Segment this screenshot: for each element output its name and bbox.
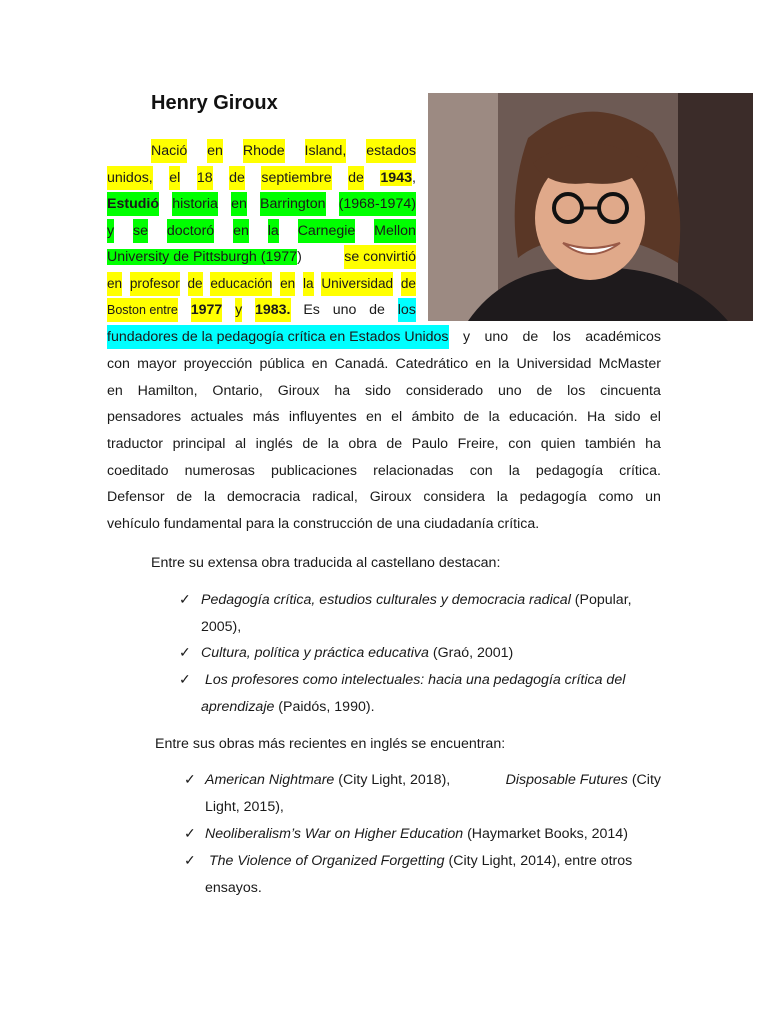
- work-publisher: (Graó, 2001): [428, 645, 514, 661]
- bio-word: la: [204, 489, 216, 505]
- bio-word: inglés: [255, 436, 293, 452]
- bio-word: considerado: [405, 383, 484, 399]
- bio-word: McMaster: [598, 356, 661, 372]
- bio-word: pública: [259, 356, 305, 372]
- bio-word: de: [302, 436, 319, 452]
- bio-word: pedagogía: [535, 463, 603, 479]
- bio-word: Carnegie: [298, 219, 356, 243]
- bio-word: uno: [498, 383, 522, 399]
- checkmark-icon: ✓: [179, 644, 191, 660]
- bio-word: ): [297, 249, 302, 265]
- bio-word: como: [598, 489, 634, 505]
- year-start: 1977: [191, 298, 223, 322]
- spanish-work-1: [201, 588, 632, 612]
- bio-word: ,: [411, 170, 416, 186]
- bio-word: Universidad: [516, 356, 592, 372]
- bio-word: influyentes: [288, 409, 357, 425]
- work-publisher: (City Light, 2014), entre otros: [444, 853, 633, 869]
- bio-word: quien: [540, 436, 576, 452]
- work-title: The Violence of Organized Forgetting: [209, 853, 445, 869]
- bio-word: numerosas: [184, 463, 255, 479]
- bio-word: en: [311, 356, 328, 372]
- bio-word: (1968-1974): [339, 192, 416, 216]
- bio-line-4: [107, 219, 416, 243]
- checkmark-icon: ✓: [184, 825, 196, 841]
- bio-word: y: [107, 219, 114, 243]
- bio-word: Island,: [305, 139, 347, 163]
- bio-word: la: [327, 436, 339, 452]
- bio-phrase: fundadores de la pedagogía crítica en Estados Unidos: [107, 325, 449, 349]
- bio-word: publicaciones: [271, 463, 357, 479]
- bio-word: el: [169, 166, 180, 190]
- bio-word: estados: [366, 139, 416, 163]
- bio-word: en: [475, 356, 492, 372]
- bio-word: de: [536, 383, 553, 399]
- bio-line-5: [107, 245, 416, 269]
- bio-word: ámbito: [411, 409, 455, 425]
- bio-word: considera: [423, 489, 485, 505]
- bio-word: en: [366, 409, 382, 425]
- bio-word: crítica.: [619, 463, 661, 479]
- checkmark-icon: ✓: [179, 671, 191, 687]
- portrait-illustration: [428, 93, 753, 321]
- spanish-work-3: [205, 668, 660, 692]
- bio-word: Mellon: [374, 219, 416, 243]
- bio-line-12: [107, 432, 661, 456]
- portrait-photo: [428, 93, 753, 321]
- work-title: Disposable Futures: [505, 772, 628, 788]
- english-work-3-cont: ensayos.: [205, 880, 262, 896]
- work-publisher: (City Light, 2018),: [334, 772, 451, 788]
- bio-line-6: [107, 272, 416, 296]
- bio-word: Paulo: [411, 436, 449, 452]
- bio-word: de: [463, 409, 480, 425]
- bio-word: Canadá.: [334, 356, 389, 372]
- bio-word: y: [235, 298, 242, 322]
- year-end: 1983.: [255, 298, 291, 322]
- spanish-works-intro: Entre su extensa obra traducida al castellano destacan:: [151, 555, 501, 571]
- work-title: American Nightmare: [205, 772, 335, 788]
- bio-word: cincuenta: [600, 383, 661, 399]
- bio-line-3: [107, 192, 416, 216]
- bio-word: al: [235, 436, 247, 452]
- bio-word: Ontario,: [212, 383, 263, 399]
- bio-word: unidos,: [107, 166, 153, 190]
- bio-word: en: [107, 383, 123, 399]
- bio-word: historia: [172, 192, 218, 216]
- bio-line-1: [107, 139, 416, 163]
- bio-word: Giroux: [369, 489, 412, 505]
- bio-word: de: [369, 302, 385, 318]
- bio-line-15: vehículo fundamental para la construcción de una ciudadanía crítica.: [107, 516, 540, 532]
- bio-phrase: University de Pittsburgh (1977: [107, 249, 298, 265]
- bio-word: relacionadas: [373, 463, 454, 479]
- bio-word: de: [522, 329, 539, 345]
- bio-word: Catedrático: [395, 356, 469, 372]
- bio-word: de: [188, 272, 203, 296]
- bio-word: con: [107, 356, 130, 372]
- bio-line-13: [107, 459, 661, 483]
- bio-word: radical,: [312, 489, 358, 505]
- bio-word: 18: [197, 166, 213, 190]
- work-title: Pedagogía crítica, estudios culturales y democracia radical: [201, 592, 571, 608]
- bio-line-14: [107, 485, 661, 509]
- bio-word: de: [229, 166, 245, 190]
- bio-word: en: [107, 272, 122, 296]
- bio-word: en: [233, 219, 249, 243]
- checkmark-icon: ✓: [184, 771, 196, 787]
- bio-word: Rhode: [243, 139, 285, 163]
- bio-word: la: [508, 463, 520, 479]
- bio-line-8: [107, 325, 661, 349]
- english-work-2: [205, 822, 628, 846]
- bio-word: y: [462, 329, 471, 345]
- bio-word: pensadores: [107, 409, 182, 425]
- bio-word: más: [252, 409, 280, 425]
- bio-word: se: [133, 219, 148, 243]
- work-publisher: (Popular,: [570, 592, 632, 608]
- page-title: Henry Giroux: [151, 92, 278, 114]
- bio-word: Giroux: [277, 383, 320, 399]
- bio-word: Nació: [151, 139, 187, 163]
- bio-word: traductor: [107, 436, 163, 452]
- bio-word: la: [268, 219, 279, 243]
- english-work-1: [205, 768, 661, 792]
- bio-line-2: [107, 166, 416, 190]
- bio-word: pedagogía: [519, 489, 587, 505]
- bio-word-bold: Estudió: [107, 192, 159, 216]
- work-title: Neoliberalism’s War on Higher Education: [205, 826, 464, 842]
- bio-word: la: [496, 489, 508, 505]
- bio-word: Hamilton,: [137, 383, 198, 399]
- english-work-3: [209, 849, 632, 873]
- bio-word: la: [488, 409, 500, 425]
- bio-word: profesor: [130, 272, 180, 296]
- bio-word: septiembre: [261, 166, 331, 190]
- bio-word: mayor: [137, 356, 177, 372]
- bio-word: Universidad: [321, 272, 393, 296]
- bio-word: el: [391, 409, 403, 425]
- bio-word: actuales: [190, 409, 244, 425]
- bio-word: Ha: [586, 409, 606, 425]
- bio-line-10: [107, 379, 661, 403]
- bio-word: sido: [614, 409, 641, 425]
- bio-word: el: [649, 409, 661, 425]
- spanish-work-2: [201, 641, 513, 665]
- bio-phrase: se convirtió: [344, 245, 416, 269]
- bio-word: de: [176, 489, 193, 505]
- bio-word: ha: [645, 436, 661, 452]
- bio-line-9: [107, 352, 661, 376]
- bio-word: en: [231, 192, 247, 216]
- bio-word: democracia: [226, 489, 301, 505]
- work-publisher: (Paidós, 1990).: [274, 699, 375, 715]
- bio-word: ha: [334, 383, 351, 399]
- work-title: aprendizaje: [201, 699, 275, 715]
- bio-word: Es: [303, 302, 320, 318]
- bio-word: uno: [484, 329, 509, 345]
- birth-year: 1943: [380, 170, 412, 186]
- work-publisher: (Haymarket Books, 2014): [463, 826, 628, 842]
- bio-phrase: Boston entre: [107, 298, 178, 322]
- bio-word: sido: [364, 383, 392, 399]
- bio-line-7: [107, 298, 416, 322]
- bio-word: con: [469, 463, 493, 479]
- bio-word: la: [303, 272, 314, 296]
- bio-word: Barrington: [260, 192, 325, 216]
- bio-word: doctoró: [167, 219, 214, 243]
- bio-word: principal: [172, 436, 226, 452]
- bio-word: en: [207, 139, 223, 163]
- bio-line-11: [107, 405, 661, 429]
- bio-word: también: [585, 436, 636, 452]
- bio-word: académicos: [585, 329, 661, 345]
- checkmark-icon: ✓: [179, 591, 191, 607]
- english-works-intro: Entre sus obras más recientes en inglés se encuentran:: [155, 736, 506, 752]
- bio-word: los: [567, 383, 586, 399]
- work-title: Cultura, política y práctica educativa: [201, 645, 429, 661]
- bio-word: un: [645, 489, 661, 505]
- bio-word: con: [508, 436, 532, 452]
- bio-word: la: [498, 356, 510, 372]
- english-work-1-cont: Light, 2015),: [205, 799, 284, 815]
- bio-word: en: [280, 272, 295, 296]
- bio-word: educación.: [508, 409, 578, 425]
- bio-word: uno: [332, 302, 357, 318]
- bio-word: de: [401, 272, 416, 296]
- checkmark-icon: ✓: [184, 852, 196, 868]
- bio-word: Defensor: [107, 489, 165, 505]
- spanish-work-1-cont: 2005),: [201, 619, 242, 635]
- bio-word: proyección: [183, 356, 253, 372]
- bio-word: los: [552, 329, 571, 345]
- spanish-work-3-cont: [201, 695, 375, 719]
- bio-word: de: [386, 436, 403, 452]
- work-publisher: (City: [627, 772, 661, 788]
- bio-word: Freire,: [457, 436, 499, 452]
- bio-word: obra: [348, 436, 377, 452]
- bio-word: coeditado: [107, 463, 169, 479]
- bio-word: de: [348, 166, 364, 190]
- bio-word: educación: [210, 272, 272, 296]
- work-title: Los profesores como intelectuales: hacia una pedagogía crítica del: [205, 672, 626, 688]
- bio-word: los: [398, 298, 416, 322]
